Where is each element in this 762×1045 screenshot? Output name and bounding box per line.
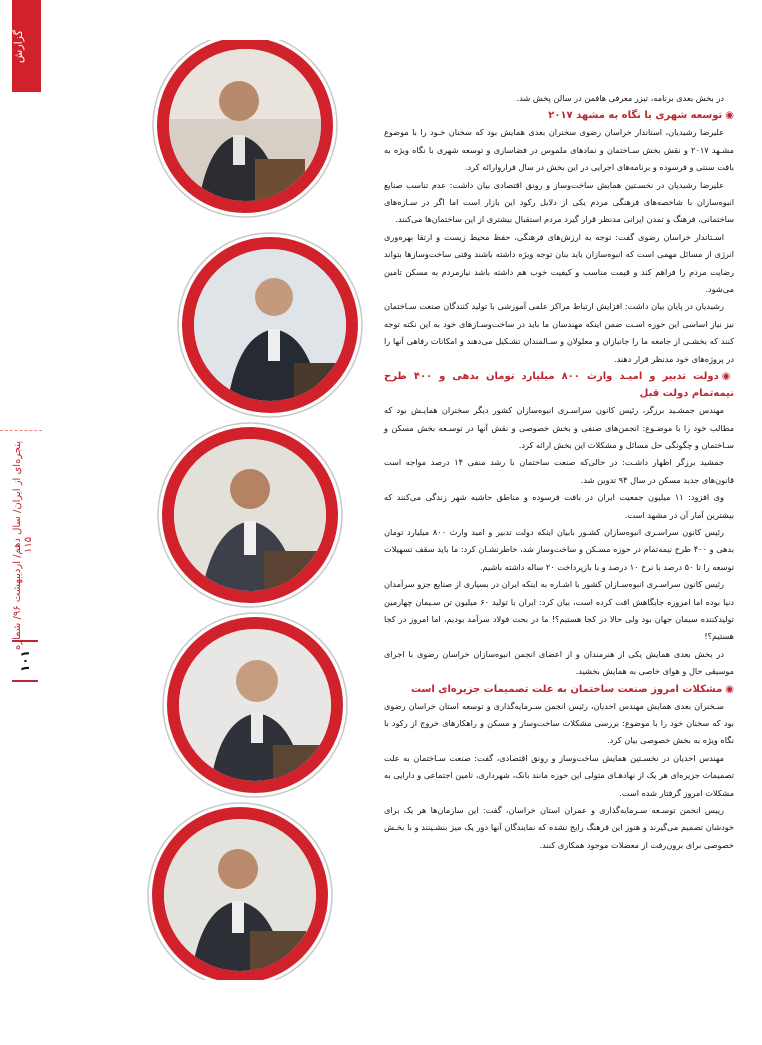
issue-info: پنجره‌ای‌ از ایران/ سال دهم/ اردیبهشت ۹۶/ شماره ۱۱۵ bbox=[12, 440, 34, 650]
section-heading-text: توسعه شهری با نگاه به مشهد ۲۰۱۷ bbox=[548, 110, 723, 122]
paragraph: وی افزود: ۱۱ میلیون جمعیت ایران در بافت فرسوده و مناطق حاشیه شهر زندگی می‌کنند که بیشترین آمار آن در مشهد است. bbox=[384, 492, 734, 520]
section-heading bbox=[384, 368, 734, 402]
section-tab bbox=[12, 0, 41, 92]
intro-paragraph: در بخش بعدی برنامه، تیزر معرفی هافمن در سالن پخش شد. bbox=[516, 93, 724, 103]
paragraph: رشیدیان در پایان بیان داشت: افزایش ارتباط مراکز علمی آموزشی با تولید کنندگان صنعت سـاختمان نیز نیاز اساسی این حوزه اسـت ضمن اینکه مهندسان ما باید در ساخت‌وسـازهای خود به این نکته توجه کنند که بخشـی از جامعه ما را جانبازان و معلولان و سـالمندان تشـکیل می‌دهند و امکانات رفاهی آنها را در پروژه‌های خود مدنظر قرار دهند. bbox=[384, 301, 734, 364]
speaker-photo bbox=[179, 629, 331, 781]
heading-bullet-icon: ◉ bbox=[721, 371, 734, 383]
paragraph: سـخنران بعدی همایش مهندس احدیان، رئیس انجمن سـرمایه‌گذاری و توسعه استان خراسان رضوی بود که سخنان خود را با موضوع: بررسی مشکلات ساخت‌وساز و مسکن و راهکارهای خروج از رکود با نگاه ویژه به بخش خصوصی بیان کرد. bbox=[384, 700, 734, 746]
paragraph: اسـتاندار خراسان رضوی گفت: توجه به ارزش‌های فرهنگی، حفظ محیط زیست و ارتقا بهره‌وری انرژی از مسائل مهمی است که انبوه‌سازان باید بنان توجه ویژه داشته باشند وقتی ساخت‌وسازها بتواند رضایت مردم را فراهم کند و قیمت مناسب و کیفیت خوب هم داشته باشد نیازمردم به مسکن تامین می‌شود. bbox=[384, 231, 734, 295]
section-heading-text: دولت تدبیر و امیـد وارث ۸۰۰ میلیارد تومان بدهی و ۴۰۰ طرح نیمه‌تمام دولت قبل bbox=[384, 371, 734, 400]
divider bbox=[0, 430, 42, 432]
section-heading bbox=[384, 681, 734, 698]
article-body bbox=[384, 90, 734, 854]
section-tab-label: گزارش bbox=[12, 30, 25, 64]
paragraph: جمشید برزگر اظهار داشـت: در حالی‌که صنعت ساختمان با رشد منفی ۱۴ درصد مواجه است قانون‌های جدید مسکن در سال ۹۴ تدوین شد. bbox=[384, 457, 734, 485]
paragraph: رئیس کانون سراسـری انبوه‌سـازان کشور با اشـاره به اینکه ایران در بسیاری از صنایع جزو سرآمدان دنیا بوده اما امروزه جایگاهش افت کرده است، بیان کرد: ایران با تولید ۶۰ میلیون تن سـیمان چهارمین تولیدکننده سیمان جهان بود ولی حالا در کجا هستیم؟! ما در بحث فولاد سرآمد بودیم، اما امروز در کجا هستیم؟! bbox=[384, 579, 734, 642]
speaker-photo bbox=[194, 249, 346, 401]
heading-bullet-icon: ◉ bbox=[725, 110, 734, 122]
page-number-label: ۱۰۱ bbox=[18, 650, 32, 672]
speaker-photo bbox=[164, 819, 316, 971]
paragraph: علیرضا رشیدیان در نخسـتین همایش ساخت‌وساز و رونق اقتصادی بیان داشت: عدم تناسب صنایع انبوه‌سازان با شاخصه‌های فرهنگی مردم یکی از دلایل رکود این بازار است اما اگر در سـازه‌های ساختمانی، فرهنگ و تمدن ایرانی مدنظر قرار گیرد مردم استقبال بیشتری از این ساختمان‌ها می‌کنند. bbox=[384, 179, 734, 225]
paragraph: مهندس جمشـید برزگر، رئیس کانون سراسـری انبوه‌سازان کشور دیگر سخنران همایـش بود که مطالب خود را با موضـوع: انجمن‌های صنفی و بخش خصوصی و نقش آنها در توسـعه بخش مسکن و سـاختمان و چگونگی حل مسائل و مشکلات این بخش ارائه کرد. bbox=[384, 405, 734, 450]
heading-bullet-icon: ◉ bbox=[725, 683, 734, 695]
photo-chain bbox=[120, 40, 370, 980]
paragraph: رئیس کانون سراسـری انبوه‌سازان کشـور بابیان اینکه دولت تدبیر و امید وارث ۸۰۰ میلیارد تومان بدهی و ۴۰۰ طرح نیمه‌تمام در حوزه مسـکن و ساخت‌وساز شد، خاطرنشـان کرد: ما باید سقف تسهیلات توسعه را تا ۵۰ درصد با نرخ ۱۰ درصد و با بازپرداخت ۲۰ ساله داشته باشیم. bbox=[384, 526, 734, 572]
paragraph: رییس انجمن توسـعه سـرمایه‌گذاری و عمران استان خراسان، گفت: این سازمان‌ها هر یک برای خودشان تصمیم می‌گیرند و هنوز این فرهنگ رایج نشده که نمایندگان آنها دور یک میز بنشـینند و با بخـش خصوصی برای برون‌رفت از معضلات موجود همکاری کنند. bbox=[384, 805, 734, 850]
section-heading bbox=[384, 107, 734, 124]
section-heading-text: مشکلات امروز صنعت ساختمان به علت تصمیمات جزیره‌ای است bbox=[410, 683, 723, 695]
paragraph: مهندس احدیان در نخسـتین همایش ساخت‌وساز و رونق اقتصادی، گفت: صنعت سـاختمان به علت تصمیمات جزیره‌ای هر یک از نهادهـای متولی این حوزه مانند بانک، شهرداری، تامین اجتماعی و دارایی به مشکلات امروز گرفتار شده است. bbox=[384, 752, 734, 798]
paragraph: علیرضا رشیدیان، استاندار خراسان رضوی سخنران بعدی همایش بود که سخنان خـود را با موضوع مشـهد ۲۰۱۷ و نقش بخش سـاختمان و نمادهای ملموس در فضاسازی و توسعه شهری با نگاه ویژه به بافت سنتی و فرسوده و برنامه‌های اجرایی در این بخش در سال فراروارائه کرد. bbox=[384, 127, 735, 173]
speaker-photo bbox=[169, 49, 321, 201]
speaker-photo bbox=[174, 439, 326, 591]
paragraph: در بخش بعدی همایش یکی از هنرمندان و از اعضای انجمن انبوه‌سازان خراسان رضوی با اجرای موسیقی حال و هوای خاصی به همایش بخشید. bbox=[384, 648, 734, 677]
page-number bbox=[12, 640, 38, 682]
